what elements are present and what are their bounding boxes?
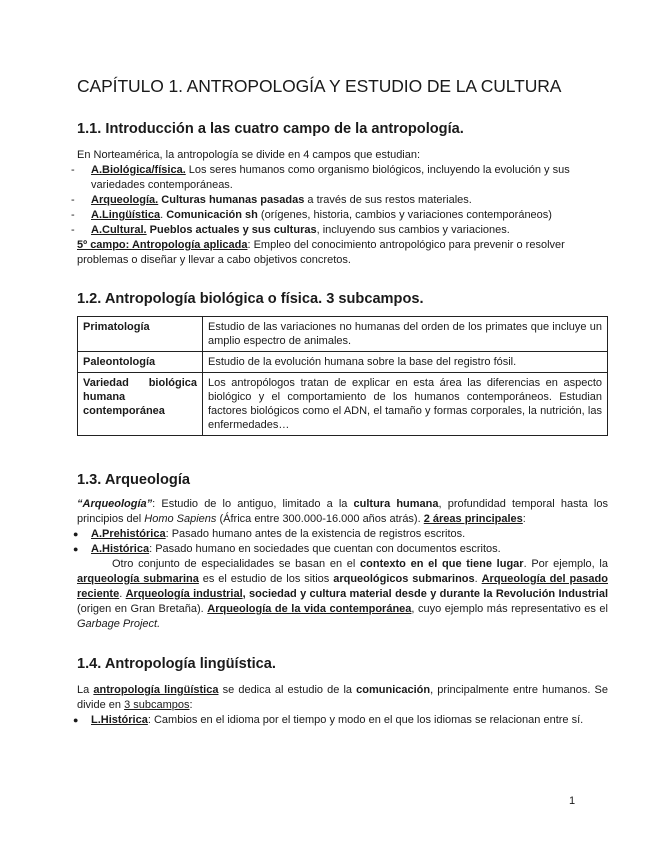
table-cell-desc: Los antropólogos tratan de explicar en esta área las diferencias en aspecto biológico y el comportamiento de los humanos contemporáneos. Estudian factores biológicos como el ADN, el tamaño y formas corporales, la nutrición, las enfermedades…	[203, 373, 608, 436]
table-cell-desc: Estudio de la evolución humana sobre la base del registro fósil.	[203, 352, 608, 373]
section-1-1-heading: 1.1. Introducción a las cuatro campo de la antropología.	[77, 121, 464, 137]
section-1-4-heading: 1.4. Antropología lingüística.	[77, 656, 276, 672]
list-item: ● A.Histórica: Pasado humano en sociedades que cuentan con documentos escritos.	[77, 542, 608, 557]
page-number: 1	[569, 795, 576, 807]
table-cell-desc: Estudio de las variaciones no humanas del orden de los primates que incluye un amplio espectro de animales.	[203, 317, 608, 352]
list-item: - A.Lingüística. Comunicación sh (orígenes, historia, cambios y variaciones contemporáneos)	[77, 208, 608, 223]
table-row	[78, 352, 608, 373]
table-cell-term: Primatología	[78, 317, 203, 352]
archaeology-definition: “Arqueología”: Estudio de lo antiguo, limitado a la cultura humana, profundidad temporal hasta los principios del Homo Sapiens (África entre 300.000-16.000 años atrás). 2 áreas principales:	[77, 498, 608, 525]
table-cell-term: Variedad biológica humana contemporánea	[78, 373, 203, 436]
section-1-1-body	[77, 148, 608, 268]
linguistics-paragraph: La antropología lingüística se dedica al estudio de la comunicación, principalmente entre humanos. Se divide en 3 subcampos:	[77, 684, 609, 711]
subfields-table	[77, 316, 608, 436]
table-cell-term: Paleontología	[78, 352, 203, 373]
list-item: - A.Biológica/física. Los seres humanos como organismo biológicos, incluyendo la evolución y sus variedades contemporáneas.	[77, 163, 608, 193]
section-1-2-heading: 1.2. Antropología biológica o física. 3 subcampos.	[77, 291, 424, 307]
table-row	[78, 317, 608, 352]
section-1-3-body	[77, 497, 608, 632]
section-1-3-heading: 1.3. Arqueología	[77, 472, 190, 488]
chapter-title: CAPÍTULO 1. ANTROPOLOGÍA Y ESTUDIO DE LA CULTURA	[77, 76, 562, 96]
fifth-field-text: 5º campo: Antropología aplicada: Empleo del conocimiento antropológico para prevenir o resolver problemas o diseñar y llevar a cabo objetivos concretos.	[77, 239, 565, 266]
section-1-4-body	[77, 683, 608, 728]
list-item: ● L.Histórica: Cambios en el idioma por el tiempo y modo en el que los idiomas se relacionan entre sí.	[77, 713, 608, 728]
specialties-paragraph: Otro conjunto de especialidades se basan en el contexto en el que tiene lugar. Por ejemplo, la arqueología submarina es el estudio de los sitios arqueológicos submarinos. Arqueología del pasado reciente. Arqueología industrial, sociedad y cultura material desde y durante la Revolución Industrial (origen en Gran Bretaña). Arqueología de la vida contemporánea, cuyo ejemplo más representativo es el Garbage Project.	[77, 558, 609, 630]
list-item: ● A.Prehistórica: Pasado humano antes de la existencia de registros escritos.	[77, 527, 608, 542]
intro-text: En Norteamérica, la antropología se divide en 4 campos que estudian:	[77, 149, 421, 161]
list-item: - A.Cultural. Pueblos actuales y sus culturas, incluyendo sus cambios y variaciones.	[77, 223, 608, 238]
list-item: - Arqueología. Culturas humanas pasadas a través de sus restos materiales.	[77, 193, 608, 208]
table-row	[78, 373, 608, 436]
